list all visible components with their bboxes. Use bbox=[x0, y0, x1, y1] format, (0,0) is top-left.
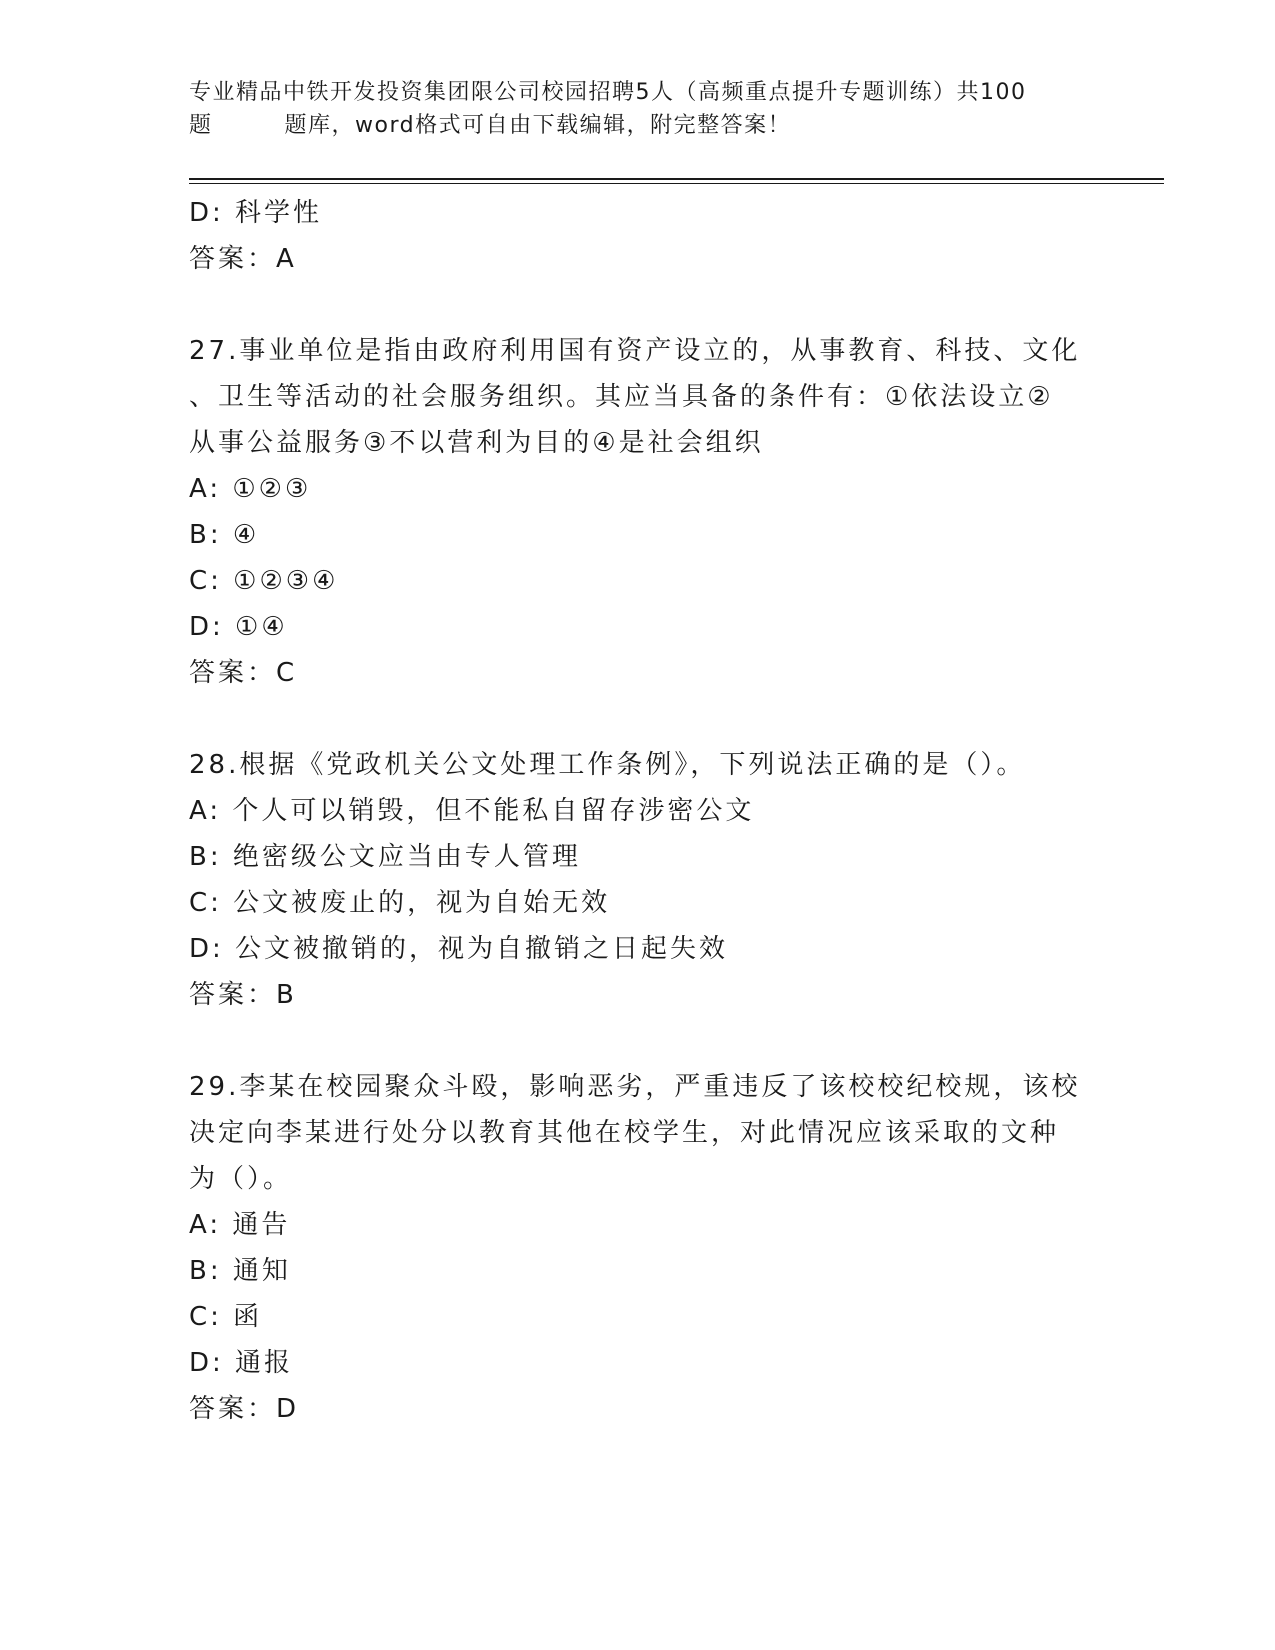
question-27-stem-line-2: 、卫生等活动的社会服务组织。其应当具备的条件有：①依法设立② bbox=[189, 382, 1054, 412]
question-27-answer: 答案：C bbox=[189, 658, 298, 688]
question-28-option-c: C: 公文被废止的，视为自始无效 bbox=[189, 888, 611, 918]
question-28-answer: 答案：B bbox=[189, 980, 297, 1010]
question-29-stem-line-1: 29.李某在校园聚众斗殴，影响恶劣，严重违反了该校校纪校规，该校 bbox=[189, 1072, 1081, 1102]
spacer bbox=[189, 1018, 1089, 1064]
question-body bbox=[189, 190, 1089, 1432]
question-29-option-b: B: 通知 bbox=[189, 1256, 291, 1286]
page-header bbox=[189, 76, 1089, 142]
question-29-stem-line-2: 决定向李某进行处分以教育其他在校学生，对此情况应该采取的文种 bbox=[189, 1118, 1060, 1148]
option-d: D: 科学性 bbox=[189, 198, 323, 228]
question-28-option-b: B: 绝密级公文应当由专人管理 bbox=[189, 842, 581, 872]
spacer bbox=[189, 696, 1089, 742]
question-28-option-a: A: 个人可以销毁，但不能私自留存涉密公文 bbox=[189, 796, 755, 826]
question-27-option-d: D: ①④ bbox=[189, 612, 288, 642]
question-27-stem-line-3: 从事公益服务③不以营利为目的④是社会组织 bbox=[189, 428, 764, 458]
question-28-option-d: D: 公文被撤销的，视为自撤销之日起失效 bbox=[189, 934, 729, 964]
header-title-line1: 专业精品中铁开发投资集团限公司校园招聘5人（高频重点提升专题训练）共100 bbox=[189, 80, 1027, 105]
header-title-line2 bbox=[189, 109, 1089, 142]
header-line2-tail: 题库，word格式可自由下载编辑，附完整答案！ bbox=[284, 113, 792, 138]
question-29-option-a: A: 通告 bbox=[189, 1210, 291, 1240]
question-27-option-a: A: ①②③ bbox=[189, 474, 312, 504]
header-divider-thin bbox=[189, 183, 1164, 184]
question-27-option-c: C: ①②③④ bbox=[189, 566, 339, 596]
question-27-stem-line-1: 27.事业单位是指由政府利用国有资产设立的，从事教育、科技、文化 bbox=[189, 336, 1081, 366]
question-29-option-d: D: 通报 bbox=[189, 1348, 294, 1378]
question-28-stem-line-1: 28.根据《党政机关公文处理工作条例》，下列说法正确的是（）。 bbox=[189, 750, 1026, 780]
header-line2-head: 题 bbox=[189, 113, 213, 138]
question-29-answer: 答案：D bbox=[189, 1394, 300, 1424]
question-29-stem-line-3: 为（）。 bbox=[189, 1164, 293, 1194]
spacer bbox=[189, 282, 1089, 328]
question-29-option-c: C: 函 bbox=[189, 1302, 263, 1332]
header-divider-thick bbox=[189, 178, 1164, 180]
question-27-option-b: B: ④ bbox=[189, 520, 260, 550]
answer: 答案：A bbox=[189, 244, 297, 274]
